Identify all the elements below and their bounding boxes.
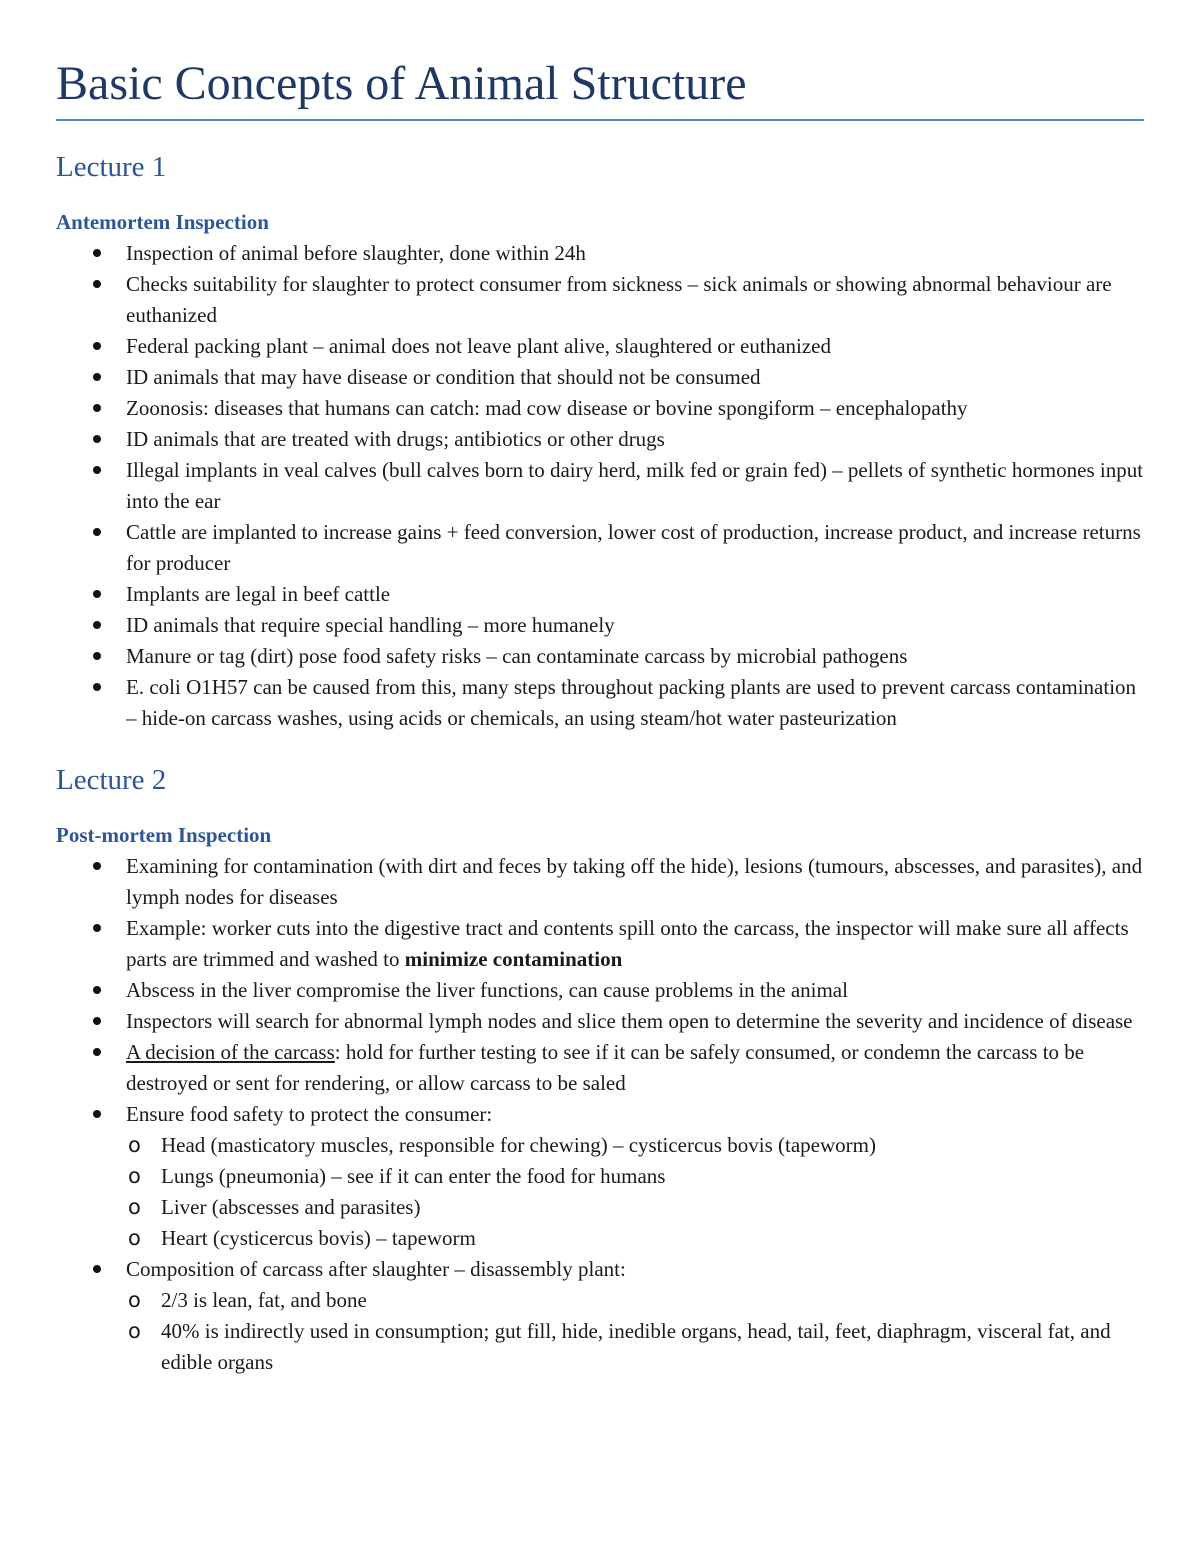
list-item: [56, 1037, 1144, 1099]
list-item-text: Example: worker cuts into the digestive tract and contents spill onto the carcass, the inspector will make sure all affects parts are trimmed and washed to: [126, 916, 1129, 972]
list-item: Abscess in the liver compromise the liver functions, can cause problems in the animal: [56, 975, 1144, 1006]
antemortem-list: [56, 238, 1144, 734]
postmortem-list: [56, 851, 1144, 1130]
sub-list-item: o Heart (cysticercus bovis) – tapeworm: [56, 1223, 1144, 1254]
list-item: [56, 913, 1144, 975]
list-item: Manure or tag (dirt) pose food safety risks – can contaminate carcass by microbial pathogens: [56, 641, 1144, 672]
list-item: Illegal implants in veal calves (bull calves born to dairy herd, milk fed or grain fed) – pellets of synthetic hormones input into the ear: [56, 455, 1144, 517]
lecture-1-heading: Lecture 1: [56, 151, 167, 184]
document-title: Basic Concepts of Animal Structure: [56, 56, 1144, 121]
list-item: Checks suitability for slaughter to protect consumer from sickness – sick animals or showing abnormal behaviour are euthanized: [56, 269, 1144, 331]
food-safety-sublist: [56, 1130, 1144, 1254]
antemortem-heading: Antemortem Inspection: [56, 209, 269, 234]
postmortem-list-continued: [56, 1254, 1144, 1285]
underlined-term: A decision of the carcass: [126, 1040, 335, 1065]
bold-emphasis: minimize contamination: [404, 947, 623, 972]
list-item-text: Ensure food safety to protect the consumer:: [126, 1102, 493, 1127]
list-item: Federal packing plant – animal does not leave plant alive, slaughtered or euthanized: [56, 331, 1144, 362]
list-item: Inspection of animal before slaughter, done within 24h: [56, 238, 1144, 269]
list-item: E. coli O1H57 can be caused from this, many steps throughout packing plants are used to prevent carcass contamination – hide-on carcass washes, using acids or chemicals, an using steam/hot water pasteurization: [56, 672, 1144, 734]
list-item: Composition of carcass after slaughter – disassembly plant:: [56, 1254, 1144, 1285]
list-item: [56, 1099, 1144, 1130]
sub-list-item: o Lungs (pneumonia) – see if it can enter the food for humans: [56, 1161, 1144, 1192]
list-item: ID animals that are treated with drugs; antibiotics or other drugs: [56, 424, 1144, 455]
sub-list-item: o 2/3 is lean, fat, and bone: [56, 1285, 1144, 1316]
postmortem-heading: Post-mortem Inspection: [56, 822, 272, 847]
sub-list-item: o Liver (abscesses and parasites): [56, 1192, 1144, 1223]
list-item: Cattle are implanted to increase gains + feed conversion, lower cost of production, increase product, and increase returns for producer: [56, 517, 1144, 579]
list-item: ID animals that may have disease or condition that should not be consumed: [56, 362, 1144, 393]
sub-list-item: o Head (masticatory muscles, responsible for chewing) – cysticercus bovis (tapeworm): [56, 1130, 1144, 1161]
list-item: Examining for contamination (with dirt and feces by taking off the hide), lesions (tumours, abscesses, and parasites), and lymph nodes for diseases: [56, 851, 1144, 913]
list-item-text: : hold for further testing to see if it can be safely consumed, or condemn the carcass to be destroyed or sent for rendering, or allow carcass to be saled: [126, 1040, 1085, 1096]
sub-list-item: o 40% is indirectly used in consumption; gut fill, hide, inedible organs, head, tail, feet, diaphragm, visceral fat, and edible organs: [56, 1316, 1144, 1378]
composition-sublist: [56, 1285, 1144, 1378]
list-item: ID animals that require special handling – more humanely: [56, 610, 1144, 641]
lecture-2-heading: Lecture 2: [56, 764, 167, 797]
list-item: Zoonosis: diseases that humans can catch: mad cow disease or bovine spongiform – encephalopathy: [56, 393, 1144, 424]
list-item: Implants are legal in beef cattle: [56, 579, 1144, 610]
list-item: Inspectors will search for abnormal lymph nodes and slice them open to determine the severity and incidence of disease: [56, 1006, 1144, 1037]
